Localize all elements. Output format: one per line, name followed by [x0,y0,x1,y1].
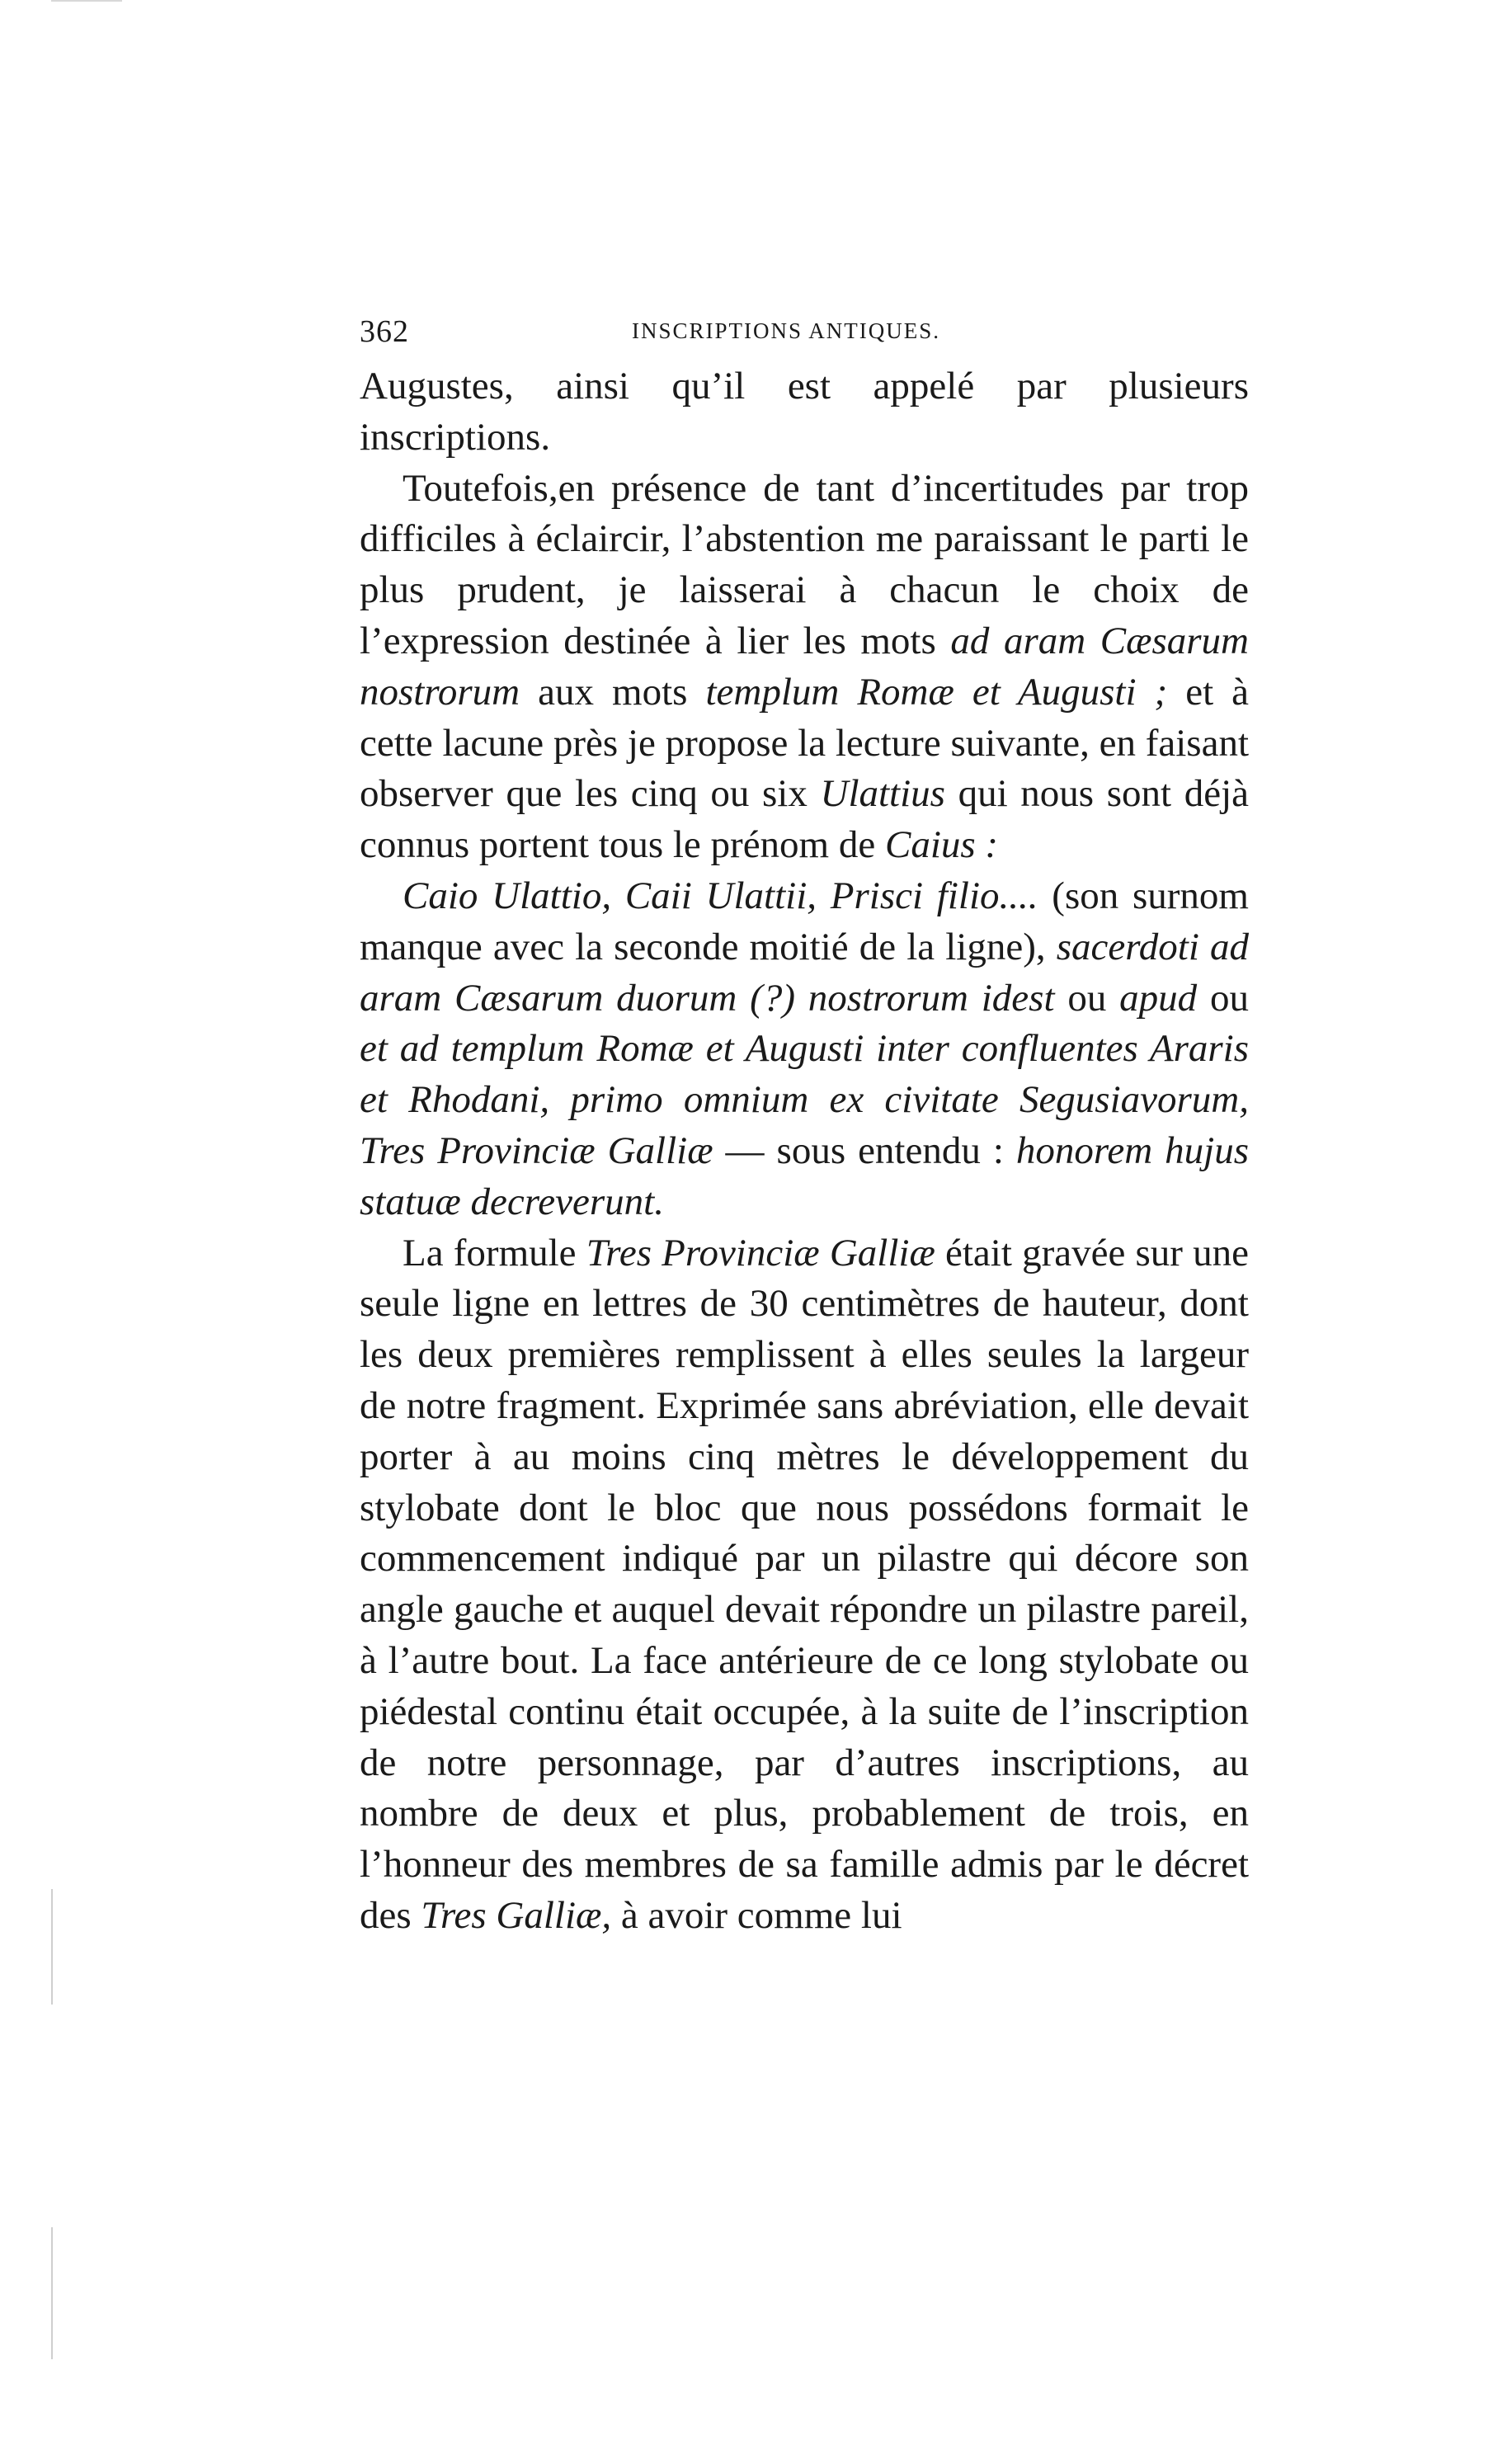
paragraph-1 [360,361,1249,464]
paragraph-3-italic: honorem hujus statuæ decreverunt. [360,1128,1250,1223]
paragraph-4-text: à avoir comme lui [611,1893,902,1937]
paragraph-4-italic: Tres Galliæ, [421,1893,612,1937]
scan-edge-line [51,1889,53,2005]
paragraph-2-text: qui nous sont déjà connus portent tous le prénom de [360,772,1250,867]
running-head [360,313,1249,353]
paragraph-2-text: et à cette lacune près je propose la lecture suivante, en faisant observer que les cinq ou six [360,670,1250,816]
paragraph-3-italic: apud [1119,976,1198,1020]
paragraph-2-italic: Caius : [884,823,999,867]
page-number: 362 [360,314,409,349]
paragraph-3-italic: et ad templum Romæ et Augusti inter confluentes Araris et Rhodani, primo omnium ex civitate Segusiavorum, Tres Provinciæ Galliæ [360,1027,1249,1172]
paragraph-3-text: ou [1054,976,1120,1020]
paragraph-3 [360,871,1249,1228]
paragraph-2-italic: ad aram Cæsarum nostrorum [360,619,1249,714]
paragraph-3-text: ou [1197,976,1249,1020]
paragraph-3-text: — sous entendu : [713,1128,1016,1172]
paragraph-4-italic: Tres Provinciæ Galliæ [586,1231,935,1274]
scan-edge-mark [51,0,122,2]
paragraph-3-text: (son surnom manque avec la seconde moitié de la ligne), [360,874,1249,968]
paragraph-2-text: aux mots [520,670,706,714]
paragraph-4-text: La formule [403,1231,586,1274]
running-title: INSCRIPTIONS ANTIQUES. [632,318,941,343]
body-text [360,361,1249,1942]
paragraph-1-text: Augustes, ainsi qu’il est appelé par plusieurs inscriptions. [360,365,1249,459]
scan-edge-line [51,2227,53,2359]
paragraph-3-italic: sacerdoti ad aram Cæsarum duorum (?) nostrorum idest [360,925,1249,1020]
paragraph-2-text: Toutefois,en présence de tant d’incertitudes par trop difficiles à éclaircir, l’abstention me paraissant le parti le plus prudent, je laisserai à chacun le choix de l’expression destinée à lier les mots [360,466,1249,662]
paragraph-4 [360,1228,1249,1942]
book-page [360,313,1249,1942]
paragraph-2 [360,464,1249,871]
paragraph-2-italic: templum Romæ et Augusti ; [705,670,1168,714]
paragraph-3-italic: Caio Ulattio, Caii Ulattii, Prisci filio.... [403,874,1038,917]
paragraph-2-italic: Ulattius [820,772,945,816]
paragraph-4-text: était gravée sur une seule ligne en lettres de 30 centimètres de hauteur, dont les deux premières remplissent à elles seules la largeur de notre fragment. Exprimée sans abréviation, elle devait porter à au moins cinq mètres le développement du stylobate dont le bloc que nous possédons formait le commencement indiqué par un pilastre qui décore son angle gauche et auquel devait répondre un pilastre pareil, à l’autre bout. La face antérieure de ce long stylobate ou piédestal continu était occupée, à la suite de l’inscription de notre personnage, par d’autres inscriptions, au nombre de deux et plus, probablement de trois, en l’honneur des membres de sa famille admis par le décret des [360,1231,1250,1937]
